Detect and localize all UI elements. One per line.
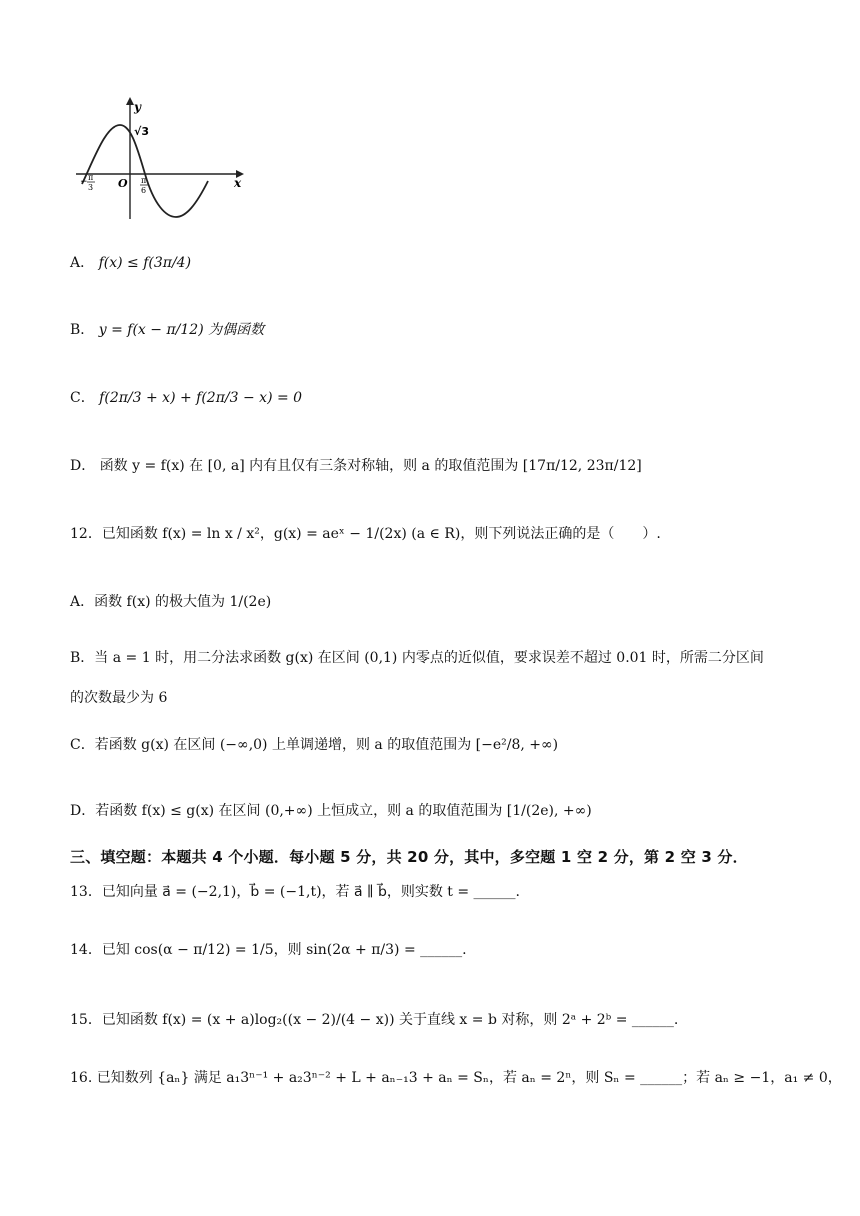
option-label: B．	[70, 322, 95, 338]
q16: 16. 已知数列 {aₙ} 满足 a₁3ⁿ⁻¹ + a₂3ⁿ⁻² + L + aₙ₋₁3 + aₙ = Sₙ，若 aₙ = 2ⁿ，则 Sₙ = ______；若 aₙ ≥ −1，a₁ ≠ 0，	[70, 1070, 842, 1086]
option-text: f(2π/3 + x) + f(2π/3 − x) = 0	[99, 390, 303, 406]
q12-option-a: A．函数 f(x) 的极大值为 1/(2e)	[70, 594, 272, 610]
x-axis-label: x	[234, 176, 242, 190]
y-axis-label: y	[134, 100, 141, 114]
left-zero-sign: −	[80, 177, 88, 187]
section-heading-fill-in: 三、填空题：本题共 4 个小题．每小题 5 分，共 20 分，其中，多空题 1 空 2 分，第 2 空 3 分．	[70, 848, 748, 866]
q12-stem: 12．已知函数 f(x) = ln x / x²，g(x) = aeˣ − 1/(2x) (a ∈ R)，则下列说法正确的是（ ）.	[70, 526, 661, 542]
q14: 14．已知 cos(α − π/12) = 1/5，则 sin(2α + π/3) = ______.	[70, 942, 467, 958]
right-zero-num: π	[141, 176, 147, 185]
y-axis-arrow	[126, 97, 134, 105]
left-zero-den: 3	[88, 183, 94, 192]
peak-label: √3	[134, 125, 149, 138]
option-label: D．	[70, 458, 96, 474]
q11-option-a	[70, 253, 191, 273]
q13: 13．已知向量 a⃗ = (−2,1)，b⃗ = (−1,t)，若 a⃗ ∥ b⃗，则实数 t = ______.	[70, 884, 520, 900]
right-zero-den: 6	[141, 186, 147, 195]
q12-option-d: D．若函数 f(x) ≤ g(x) 在区间 (0,+∞) 上恒成立，则 a 的取值范围为 [1/(2e), +∞)	[70, 803, 592, 819]
left-zero-num: π	[88, 173, 94, 182]
q12-option-b-line2: 的次数最少为 6	[70, 690, 168, 706]
option-text: y = f(x − π/12) 为偶函数	[98, 322, 265, 338]
sine-graph	[70, 95, 250, 225]
q11-option-d	[70, 456, 642, 476]
q11-option-c	[70, 388, 302, 408]
option-label: C．	[70, 390, 95, 406]
q15: 15．已知函数 f(x) = (x + a)log₂((x − 2)/(4 − x)) 关于直线 x = b 对称，则 2ᵃ + 2ᵇ = ______.	[70, 1012, 679, 1028]
origin-label: O	[118, 177, 128, 190]
q12-option-c: C．若函数 g(x) 在区间 (−∞,0) 上单调递增，则 a 的取值范围为 [−e²/8, +∞)	[70, 737, 559, 753]
option-text: f(x) ≤ f(3π/4)	[98, 255, 192, 271]
option-label: A．	[70, 255, 95, 271]
q12-option-b-line1: B．当 a = 1 时，用二分法求函数 g(x) 在区间 (0,1) 内零点的近似值，要求误差不超过 0.01 时，所需二分区间	[70, 650, 764, 666]
sine-curve	[82, 125, 208, 217]
q11-option-b	[70, 320, 264, 340]
option-text: 函数 y = f(x) 在 [0, a] 内有且仅有三条对称轴，则 a 的取值范围为 [17π/12, 23π/12]	[99, 458, 642, 474]
